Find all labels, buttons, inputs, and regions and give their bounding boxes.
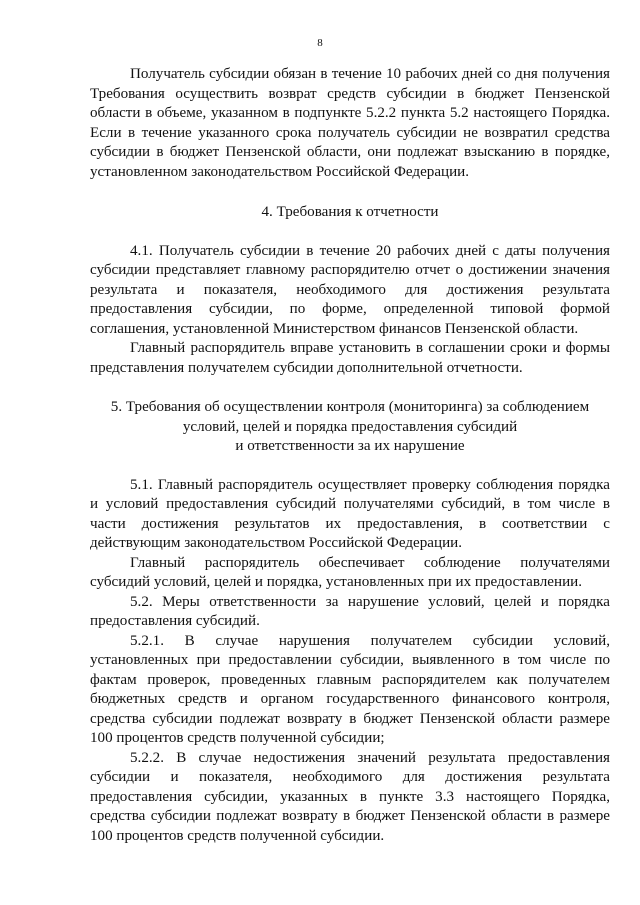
paragraph-refund-obligation: Получатель субсидии обязан в течение 10 рабочих дней со дня получения Требования осуществить возврат средств субсидии в бюджет Пензенской области в объеме, указанном в подпункте 5.2.2 пункта 5.2 настоящего Порядка. Если в течение указанного срока получатель субсидии не возвратил средства субсидии в бюджет Пензенской области, они подлежат взысканию в порядке, установленном законодательством Российской Федерации. (90, 66, 610, 180)
paragraph-additional-reporting: Главный распорядитель вправе установить в соглашении сроки и формы представления получателем субсидии дополнительной отчетности. (90, 340, 610, 376)
paragraph-5-2-2: 5.2.2. В случае недостижения значений результата предоставления субсидии и показателя, необходимого для достижения результата предоставления субсидии, указанных в пункте 3.3 настоящего Порядка, средства субсидии подлежат возврату в бюджет Пензенской области в размере 100 процентов средств полученной субсидии. (90, 749, 610, 844)
section-5-heading-line: условий, целей и порядка предоставления субсидий (182, 418, 518, 435)
paragraph-compliance: Главный распорядитель обеспечивает соблюдение получателями субсидий условий, целей и порядка, установленных при их предоставлении. (90, 554, 610, 590)
paragraph-5-2: 5.2. Меры ответственности за нарушение условий, целей и порядка предоставления субсидий. (90, 593, 610, 629)
section-5-heading (90, 378, 610, 476)
section-5-heading-line: 5. Требования об осуществлении контроля (мониторинга) за соблюдением (110, 399, 590, 415)
section-5-heading-line: и ответственности за их нарушение (235, 438, 465, 454)
paragraph-5-2-1: 5.2.1. В случае нарушения получателем субсидии условий, установленных при предоставлении субсидии, выявленного в том числе по фактам проверок, проведенных главным распорядителем как получателем бюджетных средств и органом государственного финансового контроля, средства субсидии подлежат возврату в бюджет Пензенской области размере 100 процентов средств полученной субсидии; (90, 632, 610, 746)
page-number: 8 (317, 37, 323, 49)
paragraph-5-1: 5.1. Главный распорядитель осуществляет проверку соблюдения порядка и условий предоставления субсидий получателями субсидий, в том числе в части достижения результатов их предоставления, в соответствии с действующим законодательством Российской Федерации. (90, 476, 610, 551)
section-4-heading: 4. Требования к отчетности (261, 204, 439, 220)
paragraph-4-1: 4.1. Получатель субсидии в течение 20 рабочих дней с даты получения субсидии представляет главному распорядителю отчет о достижении значения результата и показателя, необходимого для достижения результата предоставления субсидии, по форме, определенной типовой формой соглашения, установленной Министерством финансов Пензенской области. (90, 242, 610, 337)
document-body (90, 65, 610, 846)
